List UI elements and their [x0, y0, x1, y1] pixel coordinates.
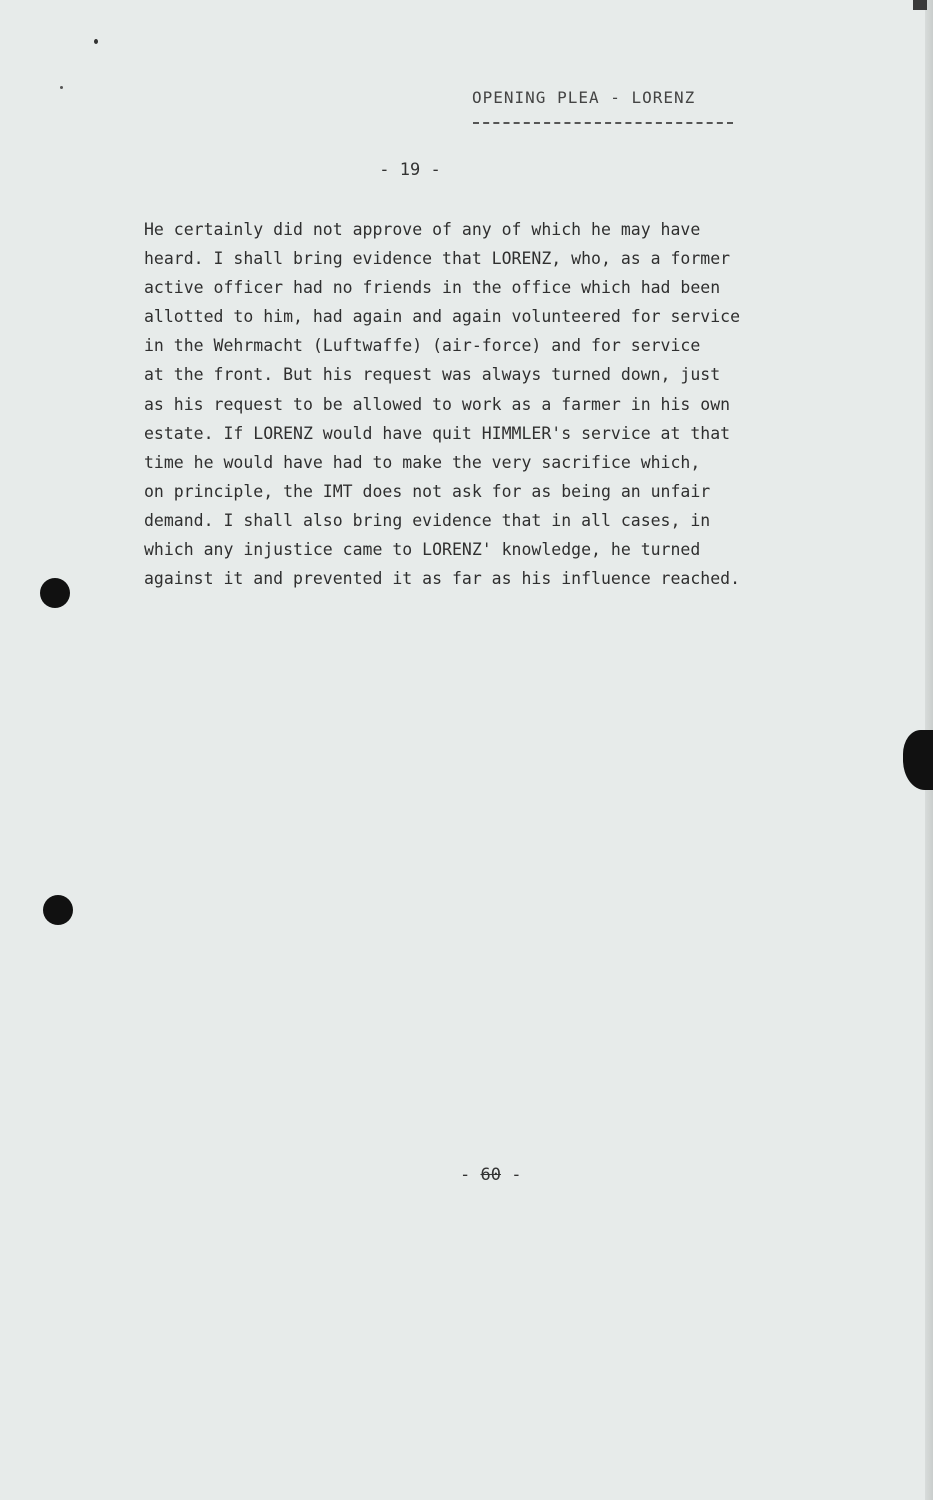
punch-hole [40, 578, 70, 608]
body-paragraph [144, 215, 864, 593]
punch-hole [903, 730, 933, 790]
body-line: on principle, the IMT does not ask for as being an unfair [144, 481, 711, 501]
body-line: demand. I shall also bring evidence that in all cases, in [144, 510, 711, 530]
body-line: time he would have had to make the very sacrifice which, [144, 452, 701, 472]
body-line: which any injustice came to LORENZ' knowledge, he turned [144, 540, 701, 560]
punch-hole [43, 895, 73, 925]
footer-page-number [460, 1165, 521, 1185]
body-line: in the Wehrmacht (Luftwaffe) (air-force) and for service [144, 336, 701, 356]
ink-speck [94, 39, 98, 44]
footer-dash-right: - [500, 1165, 522, 1185]
ink-speck [60, 86, 63, 89]
document-title: OPENING PLEA - LORENZ [472, 88, 696, 107]
body-line: at the front. But his request was always turned down, just [144, 365, 721, 385]
footer-dash-left: - [460, 1165, 481, 1185]
page-number: - 19 - [379, 160, 441, 180]
body-line: allotted to him, had again and again volunteered for service [144, 307, 741, 327]
body-line: active officer had no friends in the office which had been [144, 278, 721, 298]
title-underline [473, 122, 733, 124]
body-line: against it and prevented it as far as his influence reached. [144, 569, 741, 589]
body-line: as his request to be allowed to work as a farmer in his own [144, 394, 731, 414]
footer-number-struck: 60 [480, 1165, 501, 1185]
body-line: heard. I shall bring evidence that LORENZ, who, as a former [144, 249, 731, 269]
corner-mark [913, 0, 927, 10]
body-line: He certainly did not approve of any of which he may have [144, 220, 701, 239]
body-line: estate. If LORENZ would have quit HIMMLER's service at that [144, 423, 731, 443]
